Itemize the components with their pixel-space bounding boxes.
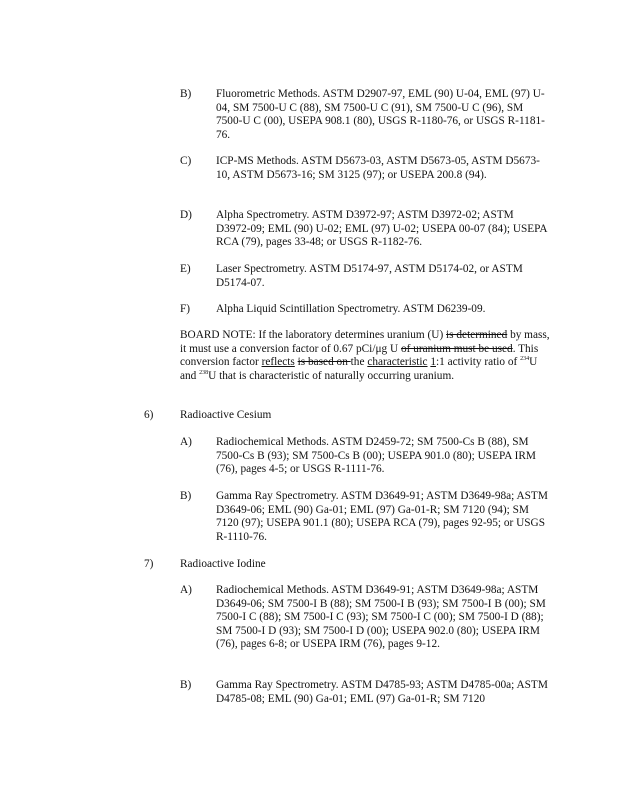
- note-struck-text: is based on: [297, 356, 351, 368]
- note-text: BOARD NOTE: If the laboratory determines uranium (U): [180, 329, 447, 341]
- note-text: . This conversion factor: [180, 342, 539, 368]
- item-label: D): [180, 209, 192, 221]
- item-text: Radiochemical Methods. ASTM D2459-72; SM 7500-Cs B (88), SM 7500-Cs B (93); SM 7500-Cs B (00); USEPA 901.0 (80); USEPA IRM (76), pages 4-5; or USGS R-1111-76.: [216, 436, 536, 475]
- section-title: Radioactive Cesium: [180, 409, 272, 421]
- item-label: C): [180, 155, 192, 167]
- isotope-superscript: 238: [199, 369, 209, 376]
- item-label: B): [180, 490, 192, 502]
- note-text: U and: [180, 356, 538, 382]
- item-text: Fluorometric Methods. ASTM D2907-97, EML (90) U-04, EML (97) U-04, SM 7500-U C (88), SM 7500-U C (91), SM 7500-U C (96), SM 7500-U C (00), USEPA 908.1 (80), USGS R-1180-76, or USGS R-1181-76.: [216, 88, 545, 141]
- note-text: the: [350, 356, 368, 368]
- section-number: 7): [144, 558, 154, 570]
- note-underlined-text: reflects: [261, 356, 295, 368]
- item-text: Gamma Ray Spectrometry. ASTM D3649-91; ASTM D3649-98a; ASTM D3649-06; EML (90) Ga-01; EML (97) Ga-01-R; SM 7120 (94); SM 7120 (97); USEPA 901.1 (80); USEPA RCA (79), pages 92-95; or USGS R-1110-76.: [216, 490, 548, 543]
- item-text: ICP-MS Methods. ASTM D5673-03, ASTM D5673-05, ASTM D5673-10, ASTM D5673-16; SM 3125 (97); or USEPA 200.8 (94).: [216, 155, 540, 181]
- note-struck-text: of uranium must be used: [400, 342, 513, 355]
- note-text: :1 activity ratio of: [436, 356, 521, 368]
- item-text: Alpha Spectrometry. ASTM D3972-97; ASTM D3972-02; ASTM D3972-09; EML (90) U-02; EML (97) U-02; USEPA 00-07 (84); USEPA RCA (79), pages 33-48; or USGS R-1182-76.: [216, 209, 547, 248]
- note-underlined-text: 1: [430, 356, 437, 368]
- item-label: A): [180, 584, 192, 596]
- item-text: Laser Spectrometry. ASTM D5174-97, ASTM D5174-02, or ASTM D5174-07.: [216, 263, 523, 289]
- board-note: [180, 329, 550, 383]
- section-number: 6): [144, 409, 154, 421]
- section-title: Radioactive Iodine: [180, 558, 266, 570]
- note-struck-text: is determined: [446, 329, 508, 341]
- item-label: F): [180, 303, 191, 315]
- item-label: E): [180, 263, 191, 275]
- item-text: Radiochemical Methods. ASTM D3649-91; ASTM D3649-98a; ASTM D3649-06; SM 7500-I B (88); SM 7500-I B (93); SM 7500-I B (00); SM 7500-I C (88); SM 7500-I C (93); SM 7500-I C (00); SM 7500-I D (88); SM 7500-I D (93); SM 7500-I D (00); USEPA 902.0 (80); USEPA IRM (76), pages 6-8; or USEPA IRM (76), pages 9-12.: [216, 584, 546, 650]
- note-underlined-text: characteristic: [367, 356, 428, 368]
- item-text: Gamma Ray Spectrometry. ASTM D4785-93; ASTM D4785-00a; ASTM D4785-08; EML (90) Ga-01; EML (97) Ga-01-R; SM 7120: [216, 679, 548, 705]
- item-label: B): [180, 88, 192, 100]
- item-label: A): [180, 436, 192, 448]
- item-text: Alpha Liquid Scintillation Spectrometry. ASTM D6239-09.: [216, 303, 486, 315]
- note-text: by mass, it must use a conversion factor of 0.67 pCi/μg U: [180, 329, 550, 355]
- item-label: B): [180, 679, 192, 691]
- note-text: U that is characteristic of naturally occurring uranium.: [208, 369, 455, 382]
- isotope-superscript: 234: [520, 356, 530, 363]
